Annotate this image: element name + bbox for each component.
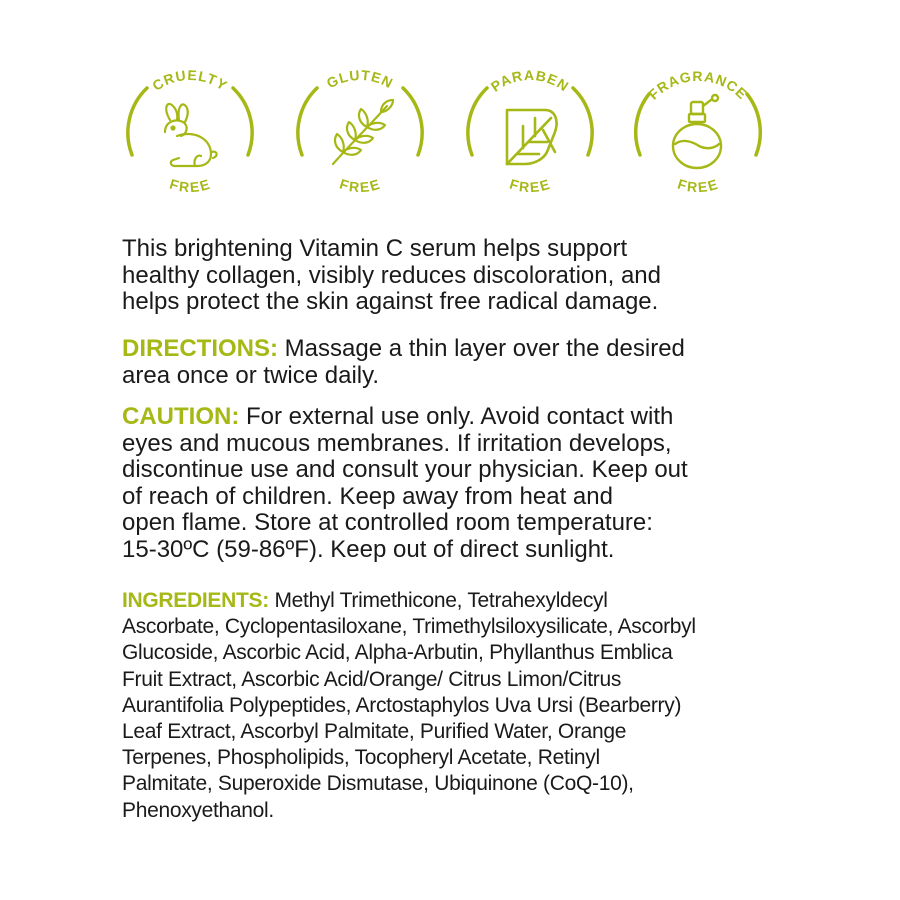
caution-text: For external use only. Avoid contact with [239, 403, 674, 430]
ingredients-line: Palmitate, Superoxide Dismutase, Ubiquinone (CoQ-10), [122, 772, 634, 796]
product-description [122, 236, 802, 316]
perfume-bottle-icon [673, 95, 721, 168]
badge-top-label: PARABEN [487, 66, 573, 95]
ingredients-line: Leaf Extract, Ascorbyl Palmitate, Purified Water, Orange [122, 720, 627, 744]
ingredients-first-line [122, 588, 802, 614]
description-line: helps protect the skin against free radical damage. [122, 288, 659, 315]
ingredients-line: Fruit Extract, Ascorbic Acid/Orange/ Citrus Limon/Citrus [122, 667, 622, 691]
badge-top-label: CRUELTY [149, 66, 231, 94]
badge-bottom-label: FREE [675, 175, 721, 196]
ingredients-line: Ascorbate, Cyclopentasiloxane, Trimethylsiloxysilicate, Ascorbyl [122, 615, 696, 639]
badge-top-label: FRAGRANCE [645, 68, 751, 103]
paraben-free-badge [455, 60, 605, 210]
badge-bottom-label: FREE [337, 175, 383, 196]
caution-line: of reach of children. Keep away from heat and [122, 482, 613, 510]
caution-first-line [122, 404, 802, 431]
caution-label: CAUTION: [122, 403, 240, 430]
ingredients-line: Phenoxyethanol. [122, 798, 274, 822]
badge-bottom-label: FREE [507, 175, 553, 196]
caution-line: eyes and mucous membranes. If irritation develops, [122, 429, 672, 457]
ingredients-label: INGREDIENTS: [122, 589, 269, 612]
description-line: This brightening Vitamin C serum helps support [122, 235, 628, 262]
caution-line: open flame. Store at controlled room temperature: [122, 509, 653, 536]
rabbit-icon [165, 104, 217, 166]
gluten-free-badge [285, 60, 435, 210]
ingredients-section [122, 588, 802, 824]
free-from-badges [0, 0, 900, 230]
ingredients-line: Terpenes, Phospholipids, Tocopheryl Acetate, Retinyl [122, 746, 600, 770]
ingredients-line: Aurantifolia Polypeptides, Arctostaphylos Uva Ursi (Bearberry) [122, 693, 682, 717]
directions-section [122, 336, 802, 389]
caution-section [122, 404, 802, 563]
badge-bottom-label: FREE [167, 175, 213, 196]
description-line: healthy collagen, visibly reduces discoloration, and [122, 261, 661, 289]
directions-line: area once or twice daily. [122, 361, 380, 389]
ingredients-line: Glucoside, Ascorbic Acid, Alpha-Arbutin, Phyllanthus Emblica [122, 641, 673, 665]
caution-line: discontinue use and consult your physician. Keep out [122, 456, 688, 483]
badge-top-label: GLUTEN [323, 66, 397, 92]
leaf-icon [507, 110, 557, 164]
fragrance-free-badge [623, 60, 773, 210]
cruelty-free-badge [115, 60, 265, 210]
directions-first-line [122, 336, 802, 363]
directions-label: DIRECTIONS: [122, 335, 278, 362]
ingredients-text: Methyl Trimethicone, Tetrahexyldecyl [268, 589, 608, 612]
caution-line: 15-30ºC (59-86ºF). Keep out of direct sunlight. [122, 535, 615, 563]
directions-text: Massage a thin layer over the desired [278, 335, 685, 362]
wheat-icon [333, 100, 393, 164]
